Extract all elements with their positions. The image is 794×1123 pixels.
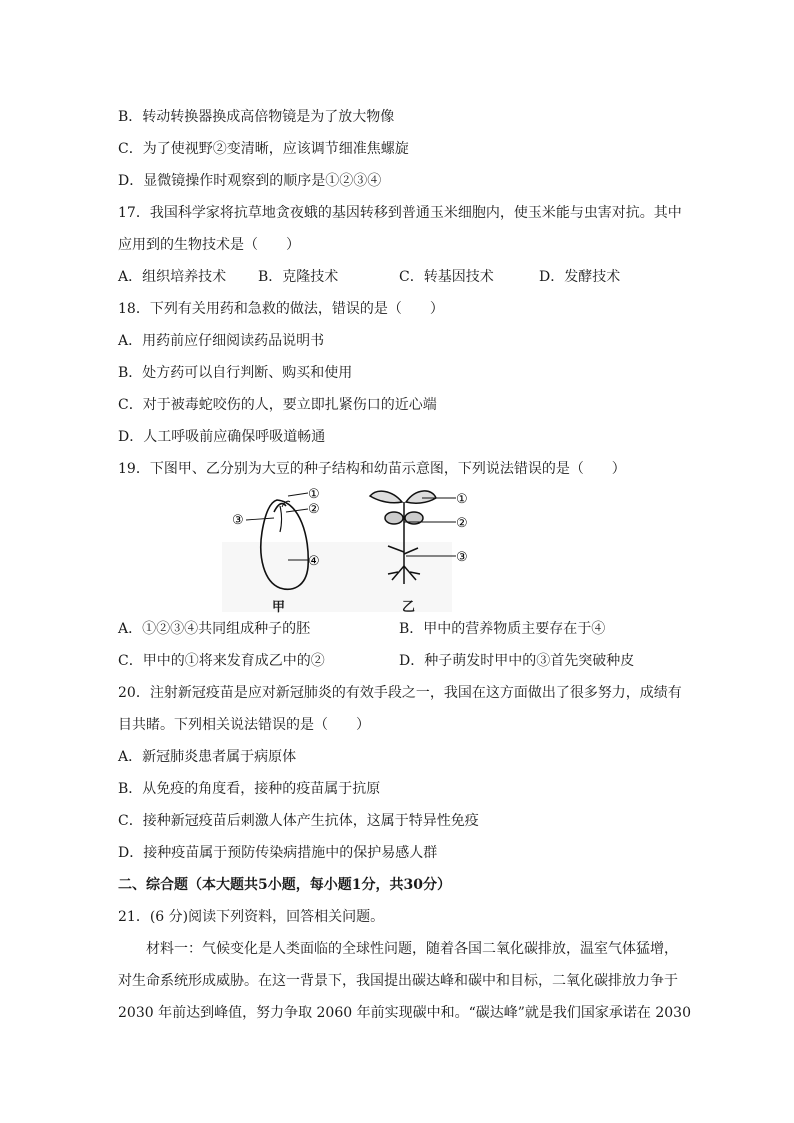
seed-label-1: ① xyxy=(308,487,320,502)
q17-stem-line1: 17．我国科学家将抗草地贪夜蛾的基因转移到普通玉米细胞内，使玉米能与虫害对抗。其中 xyxy=(118,205,682,221)
q20-option-c: C．接种新冠疫苗后刺激人体产生抗体，这属于特异性免疫 xyxy=(118,813,479,829)
q16-option-c: C．为了使视野②变清晰，应该调节细准焦螺旋 xyxy=(118,141,409,157)
section-heading: 二、综合题（本大题共5小题，每小题1分，共30分） xyxy=(118,877,451,893)
q19-option-d: D．种子萌发时甲中的③首先突破种皮 xyxy=(399,653,635,669)
q19-options-row2 xyxy=(118,651,678,671)
q20-stem-line1: 20．注射新冠疫苗是应对新冠肺炎的有效手段之一，我国在这方面做出了很多努力，成绩有 xyxy=(118,685,682,701)
q20-stem-line2: 目共睹。下列相关说法错误的是（ ） xyxy=(118,717,370,733)
q19-figure xyxy=(222,482,482,617)
material-1-line1: 材料一：气候变化是人类面临的全球性问题，随着各国二氧化碳排放，温室气体猛增， xyxy=(146,941,678,957)
q19-option-a: A．①②③④共同组成种子的胚 xyxy=(118,621,311,637)
q17-option-a: A．组织培养技术 xyxy=(118,269,227,285)
seed-label-3: ③ xyxy=(232,513,244,528)
q20-option-d: D．接种疫苗属于预防传染病措施中的保护易感人群 xyxy=(118,845,438,861)
q17-option-c: C．转基因技术 xyxy=(399,269,494,285)
q20-option-b: B．从免疫的角度看，接种的疫苗属于抗原 xyxy=(118,781,381,797)
caption-yi: 乙 xyxy=(402,600,416,615)
q21-stem: 21．(6 分)阅读下列资料，回答相关问题。 xyxy=(118,909,385,925)
seed-label-2: ② xyxy=(308,502,320,517)
caption-jia: 甲 xyxy=(272,600,286,615)
q20-option-a: A．新冠肺炎患者属于病原体 xyxy=(118,749,297,765)
q16-option-b: B．转动转换器换成高倍物镜是为了放大物像 xyxy=(118,109,395,125)
q17-options xyxy=(118,267,678,287)
q17-stem-line2: 应用到的生物技术是（ ） xyxy=(118,237,300,253)
seed-label-4: ④ xyxy=(308,554,320,569)
q18-option-d: D．人工呼吸前应确保呼吸道畅通 xyxy=(118,429,326,445)
material-1-line2: 对生命系统形成威胁。在这一背景下，我国提出碳达峰和碳中和目标，二氧化碳排放力争于 xyxy=(118,973,678,989)
q19-option-b: B．甲中的营养物质主要存在于④ xyxy=(399,621,606,637)
q17-option-b: B．克隆技术 xyxy=(258,269,339,285)
q18-option-c: C．对于被毒蛇咬伤的人，要立即扎紧伤口的近心端 xyxy=(118,397,437,413)
q19-options-row1 xyxy=(118,619,678,639)
seed-seedling-diagram xyxy=(222,482,482,617)
q19-option-c: C．甲中的①将来发育成乙中的② xyxy=(118,653,325,669)
q19-stem: 19．下图甲、乙分别为大豆的种子结构和幼苗示意图，下列说法错误的是（ ） xyxy=(118,461,626,477)
seedling-label-3: ③ xyxy=(456,550,468,565)
seedling-label-1: ① xyxy=(456,492,468,507)
q18-stem: 18．下列有关用药和急救的做法，错误的是（ ） xyxy=(118,301,444,317)
material-1-line3: 2030 年前达到峰值，努力争取 2060 年前实现碳中和。“碳达峰”就是我们国家承诺在 2030 xyxy=(118,1005,692,1021)
seedling-label-2: ② xyxy=(456,516,468,531)
q16-option-d: D．显微镜操作时观察到的顺序是①②③④ xyxy=(118,173,382,189)
q18-option-b: B．处方药可以自行判断、购买和使用 xyxy=(118,365,353,381)
q17-option-d: D．发酵技术 xyxy=(539,269,621,285)
q18-option-a: A．用药前应仔细阅读药品说明书 xyxy=(118,333,325,349)
